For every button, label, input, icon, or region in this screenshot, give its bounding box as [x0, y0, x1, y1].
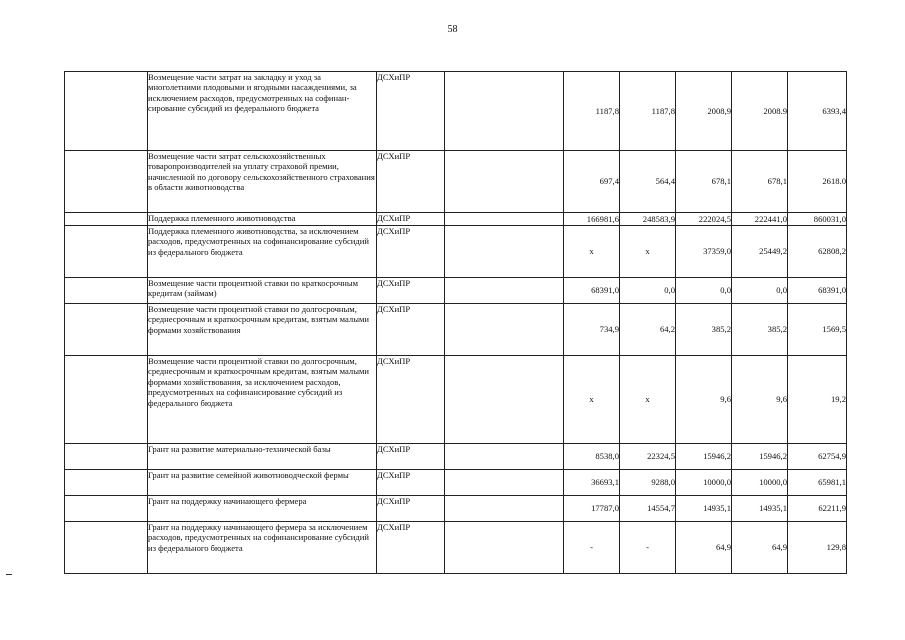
- empty-cell: [445, 470, 564, 496]
- budget-table: [64, 71, 847, 574]
- value-cell: 65981,1: [788, 470, 847, 496]
- value-cell: 64,2: [620, 304, 676, 356]
- value-cell: 68391,0: [788, 278, 847, 304]
- value-cell: 15946,2: [676, 444, 732, 470]
- value-cell: 248583,9: [620, 213, 676, 226]
- measure-description: Возмещение части затрат на закладку и уход за многолетними плодовыми и ягодными насаждениями, за исключением расходов, предусмотренных на софинансирование субсидий из федерального бюджета: [148, 72, 377, 151]
- value-cell: 0,0: [620, 278, 676, 304]
- page-number: 58: [447, 24, 458, 35]
- table-body: [65, 72, 847, 574]
- executor-cell: ДСХиПР: [377, 151, 445, 213]
- table-row: [65, 278, 847, 304]
- value-cell: х: [620, 356, 676, 444]
- table-row: [65, 522, 847, 574]
- value-cell: 19,2: [788, 356, 847, 444]
- empty-cell: [65, 226, 148, 278]
- value-cell: 385,2: [676, 304, 732, 356]
- table-row: [65, 356, 847, 444]
- measure-description: Возмещение части процентной ставки по долгосрочным, среднесрочным и краткосрочным кредитам, взятым малыми формами хозяйствования: [148, 304, 377, 356]
- value-cell: 6393,4: [788, 72, 847, 151]
- measure-description: Возмещение части процентной ставки по долгосрочным, среднесрочным и краткосрочным кредитам, взятым малыми формами хозяйствования, за исключением расходов, предусмотренных на софинансирование субсидий из федерального бюджета: [148, 356, 377, 444]
- value-cell: 9,6: [676, 356, 732, 444]
- value-cell: 22324,5: [620, 444, 676, 470]
- value-cell: 10000,0: [732, 470, 788, 496]
- value-cell: 222024,5: [676, 213, 732, 226]
- value-cell: 14935,1: [676, 496, 732, 522]
- measure-description: Грант на поддержку начинающего фермера за исключением расходов, предусмотренных на софинансирование субсидий из федерального бюджета: [148, 522, 377, 574]
- value-cell: 0,0: [732, 278, 788, 304]
- table-row: [65, 304, 847, 356]
- value-cell: -: [620, 522, 676, 574]
- value-cell: 678,1: [732, 151, 788, 213]
- value-cell: 860031,0: [788, 213, 847, 226]
- table-row: [65, 470, 847, 496]
- table-row: [65, 72, 847, 151]
- measure-description: Возмещение части затрат сельскохозяйственных товаропроизводителей на уплату страховой премии, начисленной по договору сельскохозяйственного страхования в области животноводства: [148, 151, 377, 213]
- value-cell: 697,4: [564, 151, 620, 213]
- value-cell: 10000,0: [676, 470, 732, 496]
- measure-description: Грант на поддержку начинающего фермера: [148, 496, 377, 522]
- executor-cell: ДСХиПР: [377, 226, 445, 278]
- executor-cell: ДСХиПР: [377, 470, 445, 496]
- table-row: [65, 151, 847, 213]
- executor-cell: ДСХиПР: [377, 213, 445, 226]
- measure-description: Возмещение части процентной ставки по краткосрочным кредитам (займам): [148, 278, 377, 304]
- measure-description: Поддержка племенного животноводства: [148, 213, 377, 226]
- empty-cell: [445, 304, 564, 356]
- empty-cell: [445, 72, 564, 151]
- empty-cell: [65, 470, 148, 496]
- measure-description: Грант на развитие материально-технической базы: [148, 444, 377, 470]
- value-cell: 15946,2: [732, 444, 788, 470]
- value-cell: 129,8: [788, 522, 847, 574]
- empty-cell: [445, 226, 564, 278]
- empty-cell: [445, 444, 564, 470]
- value-cell: 62211,9: [788, 496, 847, 522]
- executor-cell: ДСХиПР: [377, 522, 445, 574]
- empty-cell: [65, 304, 148, 356]
- executor-cell: ДСХиПР: [377, 496, 445, 522]
- value-cell: 68391,0: [564, 278, 620, 304]
- executor-cell: ДСХиПР: [377, 72, 445, 151]
- measure-description: Грант на развитие семейной животноводческой фермы: [148, 470, 377, 496]
- value-cell: 62808,2: [788, 226, 847, 278]
- table-row: [65, 496, 847, 522]
- value-cell: 385,2: [732, 304, 788, 356]
- value-cell: 678,1: [676, 151, 732, 213]
- value-cell: -: [564, 522, 620, 574]
- value-cell: х: [564, 356, 620, 444]
- empty-cell: [445, 151, 564, 213]
- value-cell: 222441,0: [732, 213, 788, 226]
- empty-cell: [445, 496, 564, 522]
- value-cell: 564,4: [620, 151, 676, 213]
- value-cell: 0,0: [676, 278, 732, 304]
- value-cell: 9,6: [732, 356, 788, 444]
- value-cell: 1187,8: [564, 72, 620, 151]
- value-cell: 1187,8: [620, 72, 676, 151]
- measure-description: Поддержка племенного животноводства, за исключением расходов, предусмотренных на софинансирование субсидий из федерального бюджета: [148, 226, 377, 278]
- executor-cell: ДСХиПР: [377, 278, 445, 304]
- value-cell: 9288,0: [620, 470, 676, 496]
- empty-cell: [445, 522, 564, 574]
- empty-cell: [65, 278, 148, 304]
- value-cell: 1569,5: [788, 304, 847, 356]
- empty-cell: [445, 213, 564, 226]
- table-row: [65, 444, 847, 470]
- value-cell: 64,9: [676, 522, 732, 574]
- margin-mark: [6, 574, 12, 575]
- value-cell: 17787,0: [564, 496, 620, 522]
- executor-cell: ДСХиПР: [377, 356, 445, 444]
- value-cell: 37359,0: [676, 226, 732, 278]
- empty-cell: [65, 522, 148, 574]
- empty-cell: [65, 72, 148, 151]
- value-cell: х: [620, 226, 676, 278]
- empty-cell: [65, 151, 148, 213]
- empty-cell: [445, 356, 564, 444]
- executor-cell: ДСХиПР: [377, 304, 445, 356]
- value-cell: 25449,2: [732, 226, 788, 278]
- value-cell: 64,9: [732, 522, 788, 574]
- value-cell: 14554,7: [620, 496, 676, 522]
- empty-cell: [65, 213, 148, 226]
- value-cell: 734,9: [564, 304, 620, 356]
- value-cell: 62754,9: [788, 444, 847, 470]
- executor-cell: ДСХиПР: [377, 444, 445, 470]
- table-row: [65, 226, 847, 278]
- empty-cell: [65, 444, 148, 470]
- empty-cell: [445, 278, 564, 304]
- value-cell: 8538,0: [564, 444, 620, 470]
- value-cell: 14935,1: [732, 496, 788, 522]
- value-cell: х: [564, 226, 620, 278]
- value-cell: 2008,9: [676, 72, 732, 151]
- value-cell: 166981,6: [564, 213, 620, 226]
- value-cell: 2008.9: [732, 72, 788, 151]
- empty-cell: [65, 496, 148, 522]
- value-cell: 2618.0: [788, 151, 847, 213]
- value-cell: 36693,1: [564, 470, 620, 496]
- empty-cell: [65, 356, 148, 444]
- table-row: [65, 213, 847, 226]
